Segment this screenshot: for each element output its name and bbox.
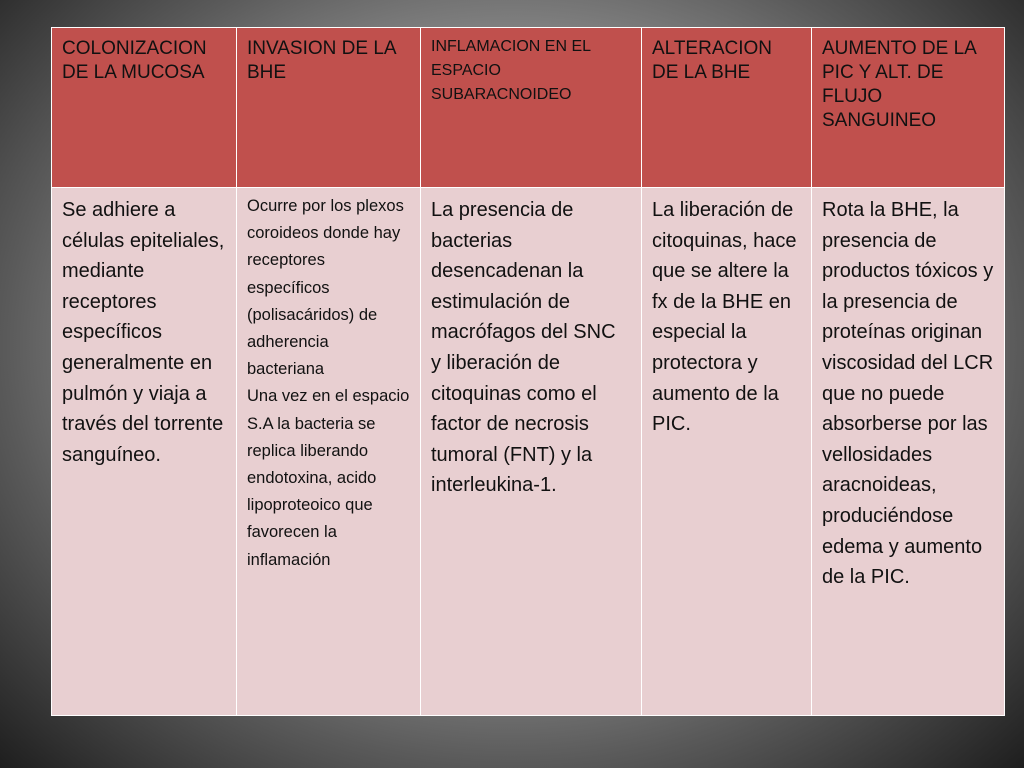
comparison-table bbox=[51, 27, 1005, 716]
cell-colonizacion: Se adhiere a células epiteliales, mediante receptores específicos generalmente en pulmón y viaja a través del torrente sanguíneo. bbox=[52, 188, 237, 716]
header-inflamacion: INFLAMACION EN EL ESPACIO SUBARACNOIDEO bbox=[421, 28, 642, 188]
cell-invasion-text: Ocurre por los plexos coroideos donde hay receptores específicos (polisacáridos) de adherencia bacteriana bbox=[247, 197, 404, 379]
header-alteracion-bhe: ALTERACION DE LA BHE bbox=[642, 28, 812, 188]
header-colonizacion: COLONIZACION DE LA MUCOSA bbox=[52, 28, 237, 188]
header-row bbox=[52, 28, 1005, 188]
cell-invasion-bhe bbox=[237, 188, 421, 716]
cell-alteracion-bhe: La liberación de citoquinas, hace que se altere la fx de la BHE en especial la protectora y aumento de la PIC. bbox=[642, 188, 812, 716]
cell-invasion-text-extra: Una vez en el espacio S.A la bacteria se replica liberando endotoxina, acido lipoproteoico que favorecen la inflamación bbox=[247, 387, 410, 569]
table-row bbox=[52, 188, 1005, 716]
header-invasion-bhe: INVASION DE LA BHE bbox=[237, 28, 421, 188]
header-aumento-pic: AUMENTO DE LA PIC Y ALT. DE FLUJO SANGUINEO bbox=[812, 28, 1005, 188]
cell-inflamacion: La presencia de bacterias desencadenan la estimulación de macrófagos del SNC y liberación de citoquinas como el factor de necrosis tumoral (FNT) y la interleukina-1. bbox=[421, 188, 642, 716]
cell-aumento-pic: Rota la BHE, la presencia de productos tóxicos y la presencia de proteínas originan viscosidad del LCR que no puede absorberse por las vellosidades aracnoideas, produciéndose edema y aumento de la PIC. bbox=[812, 188, 1005, 716]
